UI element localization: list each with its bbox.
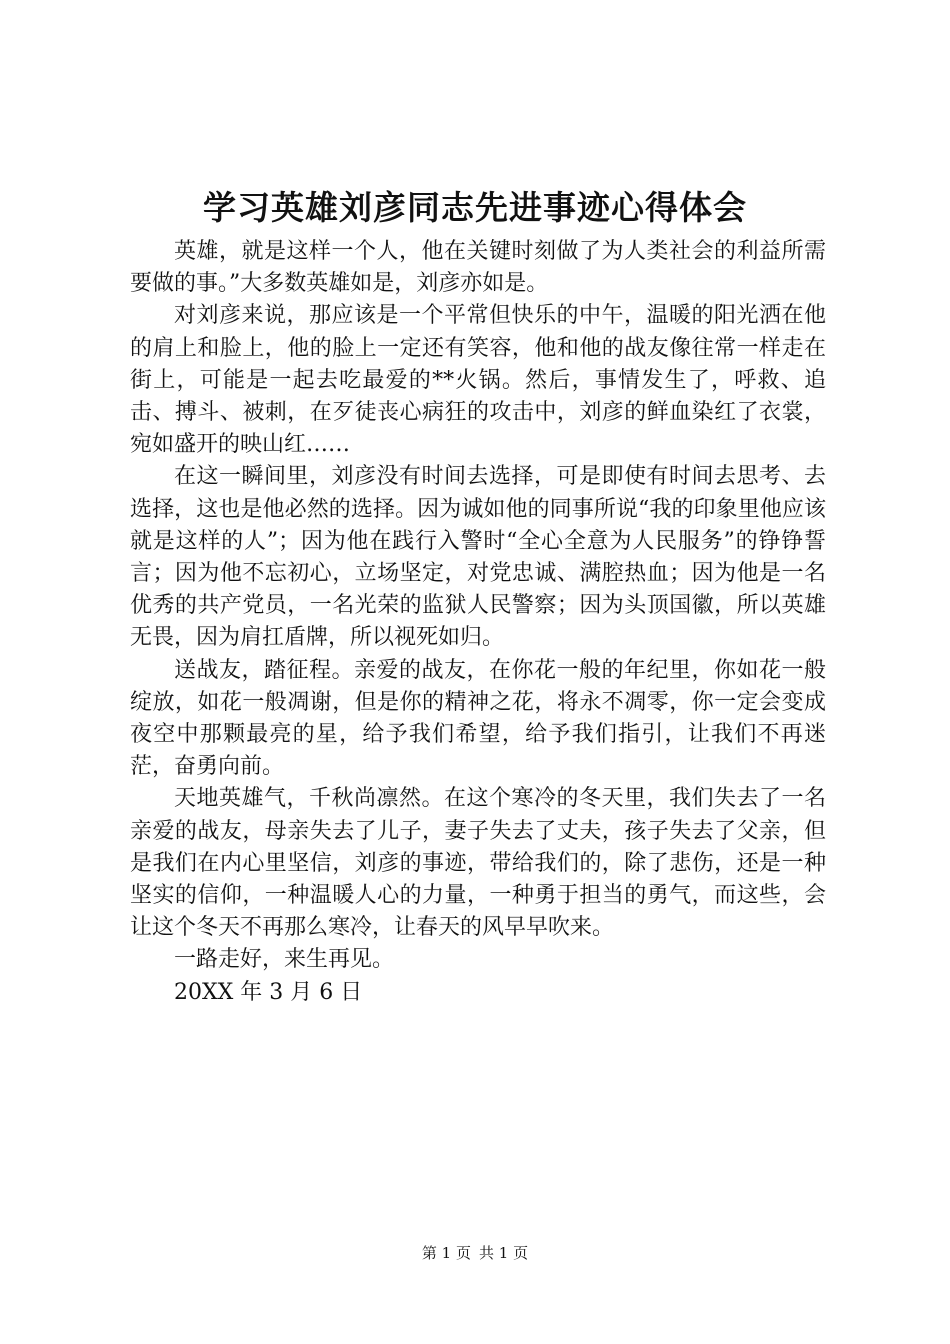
closing-line: 一路走好，来生再见。 [174, 947, 395, 973]
paragraph-3: 在这一瞬间里，刘彦没有时间去选择，可是即使有时间去思考、去选择，这也是他必然的选择。因为诚如他的同事所说“我的印象里他应该就是这样的人”；因为他在践行入警时“全心全意为人民服务”的铮铮誓言；因为他不忘初心，立场坚定，对党忠诚、满腔热血；因为他是一名优秀的共产党员，一名光荣的监狱人民警察；因为头顶国徽，所以英雄无畏，因为肩扛盾牌，所以视死如归。 [130, 464, 826, 651]
paragraph-1: 英雄，就是这样一个人，他在关键时刻做了为人类社会的利益所需要做的事。”大多数英雄如是，刘彦亦如是。 [130, 239, 826, 297]
paragraph-2: 对刘彦来说，那应该是一个平常但快乐的中午，温暖的阳光洒在他的肩上和脸上，他的脸上一定还有笑容，他和他的战友像往常一样走在街上，可能是一起去吃最爱的**火锅。然后，事情发生了，呼救、追击、搏斗、被刺，在歹徒丧心病狂的攻击中，刘彦的鲜血染红了衣裳，宛如盛开的映山红…… [130, 303, 826, 458]
document-date: 20XX 年 3 月 6 日 [174, 979, 363, 1005]
page-footer [0, 1242, 950, 1264]
page-total: 共 1 页 [479, 1244, 529, 1262]
paragraph-4: 送战友，踏征程。亲爱的战友，在你花一般的年纪里，你如花一般绽放，如花一般凋谢，但是你的精神之花，将永不凋零，你一定会变成夜空中那颗最亮的星，给予我们希望，给予我们指引，让我们不再迷茫，奋勇向前。 [130, 657, 826, 780]
page-number: 第 1 页 [421, 1244, 471, 1262]
document-title: 学习英雄刘彦同志先进事迹心得体会 [203, 188, 747, 227]
document-body [130, 236, 826, 1009]
paragraph-5: 天地英雄气，千秋尚凛然。在这个寒冷的冬天里，我们失去了一名亲爱的战友，母亲失去了儿子，妻子失去了丈夫，孩子失去了父亲，但是我们在内心里坚信，刘彦的事迹，带给我们的，除了悲伤，还是一种坚实的信仰，一种温暖人心的力量，一种勇于担当的勇气，而这些，会让这个冬天不再那么寒冷，让春天的风早早吹来。 [130, 786, 826, 941]
